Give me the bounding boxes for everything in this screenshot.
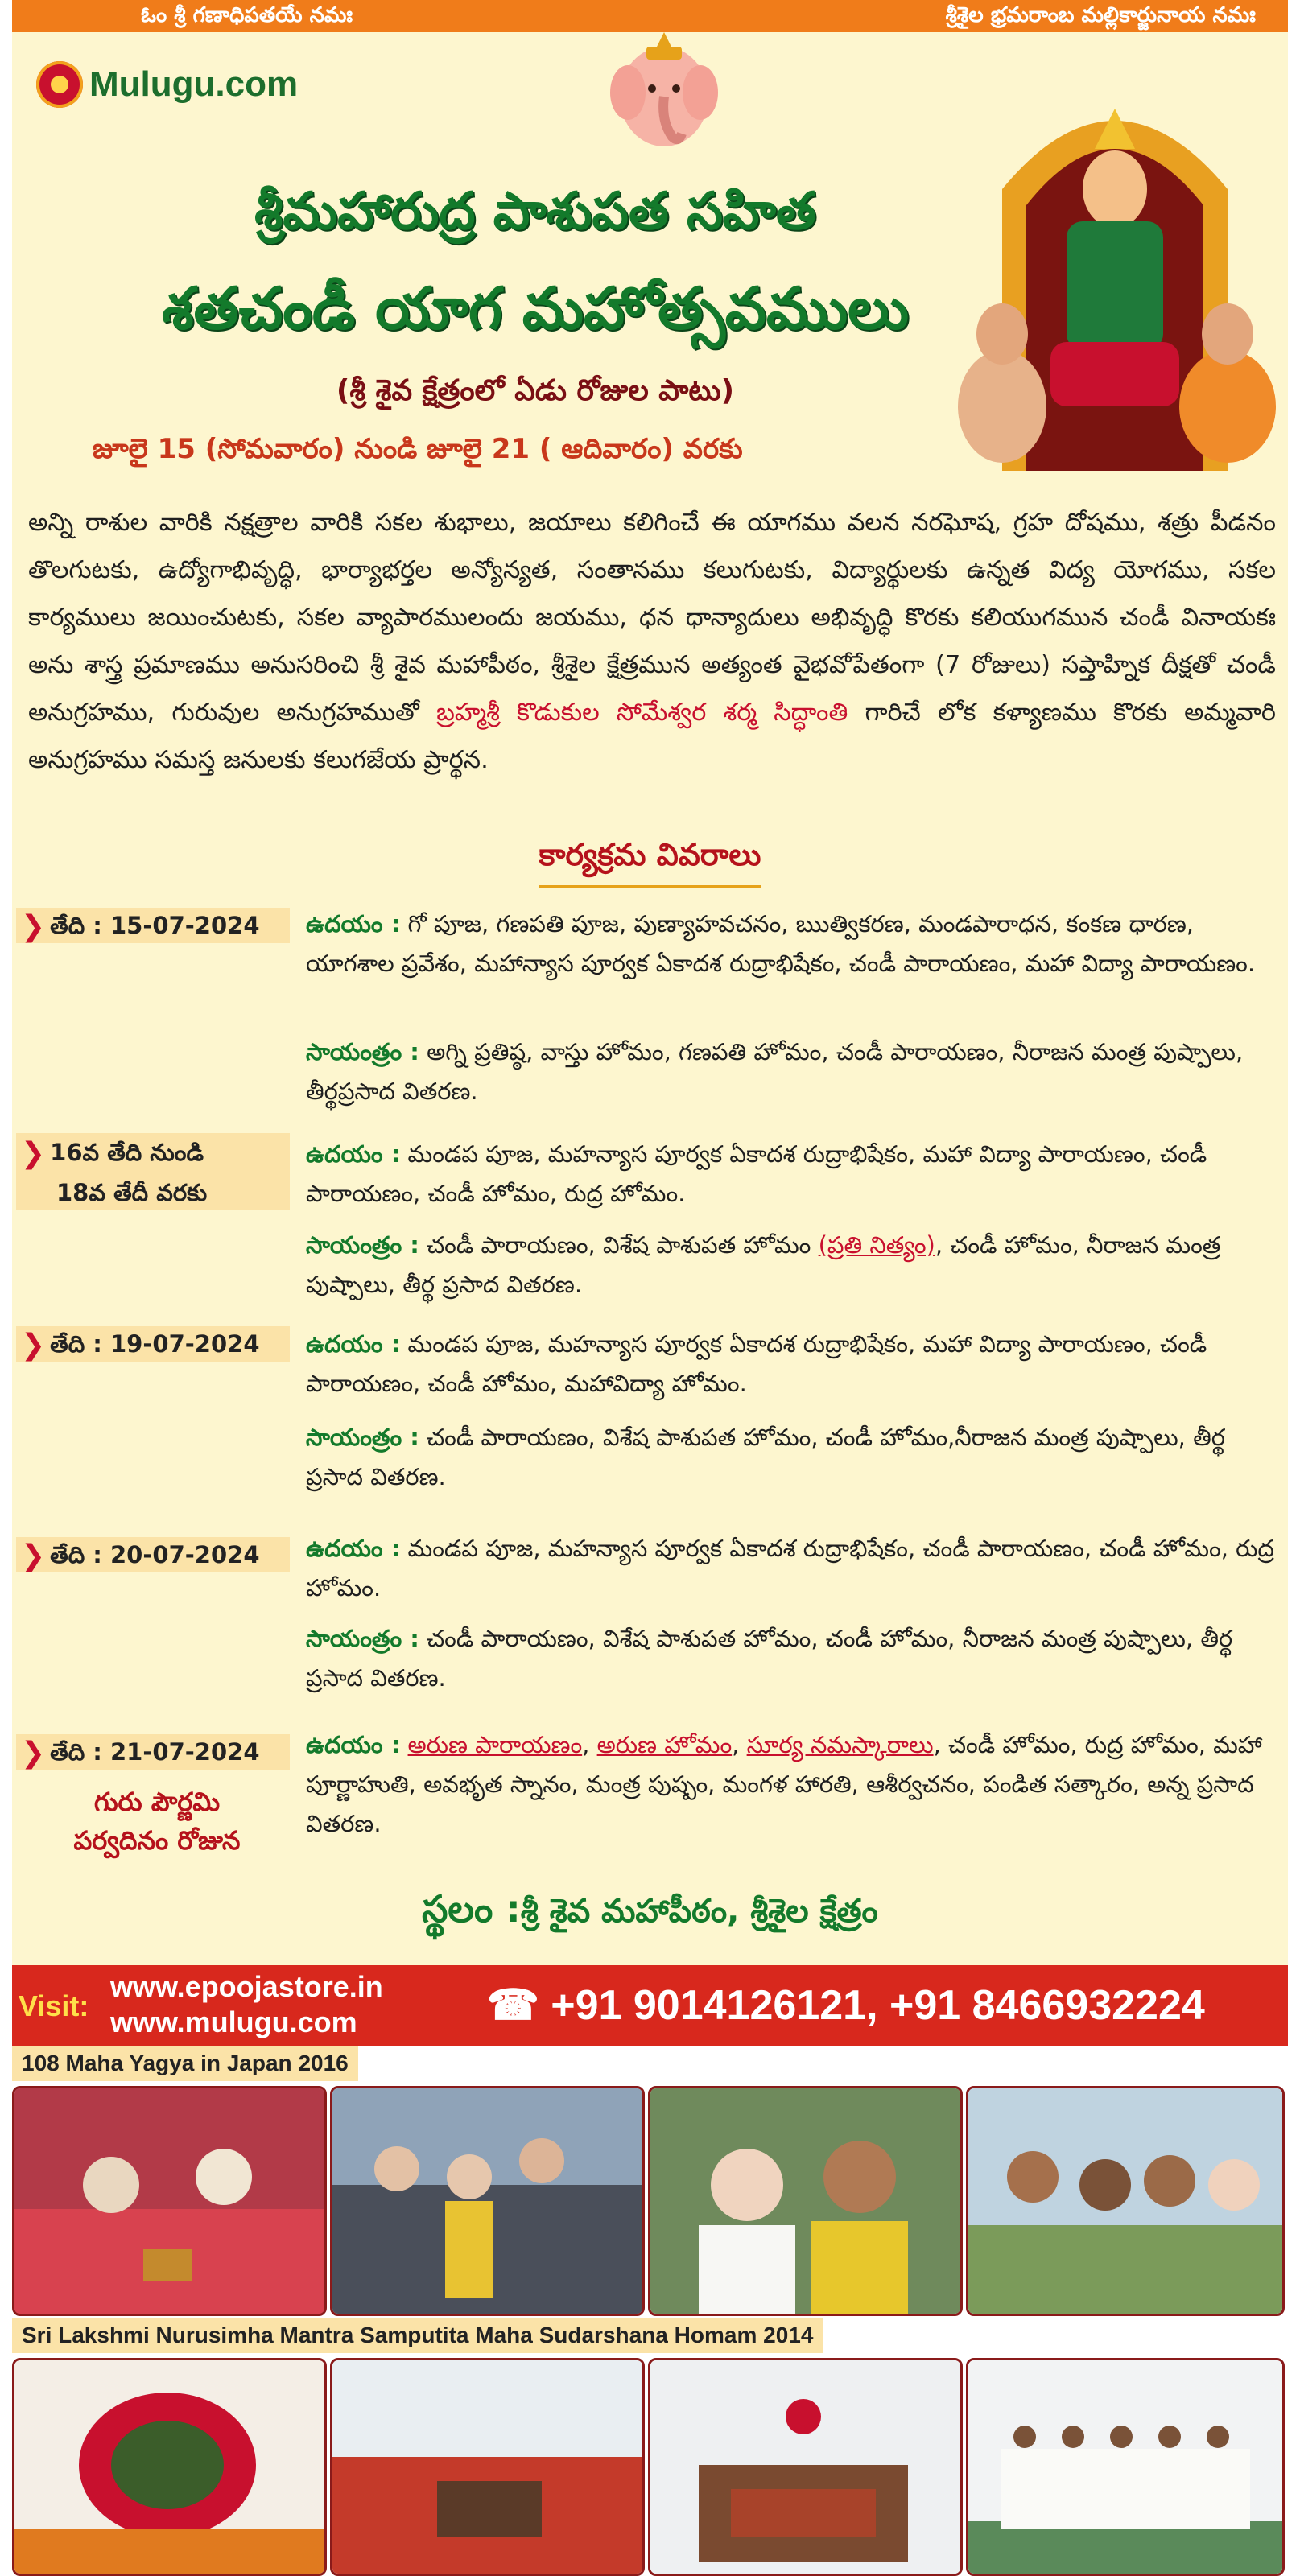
intro-paragraph <box>28 499 1276 784</box>
chevron-right-icon: ❯ <box>21 1737 46 1770</box>
date-label-day7: ❯ తేది : 21-07-2024 <box>16 1734 290 1770</box>
chevron-right-icon: ❯ <box>21 1539 46 1572</box>
chevron-right-icon: ❯ <box>21 910 46 943</box>
photo-homam-3[interactable] <box>648 2358 963 2576</box>
photo-image <box>14 2360 324 2574</box>
photo-image <box>968 2360 1282 2574</box>
photo-homam-1[interactable] <box>12 2358 327 2576</box>
schedule-evening-day1: సాయంత్రం : అగ్ని ప్రతిష్ఠ, వాస్తు హోమం, గణపతి హోమం, చండీ పారాయణం, నీరాజన మంత్ర పుష్పాలు, తీర్థప్రసాద వితరణ. <box>306 1038 1244 1105</box>
goddess-image <box>946 68 1284 487</box>
schedule-evening-day5: సాయంత్రం : చండీ పారాయణం, విశేష పాశుపత హోమం, చండీ హోమం,నీరాజన మంత్ర పుష్పాలు, తీర్థ ప్రసాద వితరణ. <box>306 1424 1225 1490</box>
guru-purnima-note: గురు పౌర్ణమి పర్వదినం రోజున <box>73 1787 241 1856</box>
venue-label: స్థలం : <box>422 1887 521 1931</box>
photo-japan-2[interactable] <box>330 2086 645 2316</box>
schedule-evening-day2: సాయంత్రం : చండీ పారాయణం, విశేష పాశుపత హోమం (ప్రతి నిత్యం), చండీ హోమం, నీరాజన మంత్ర పుష్పాలు, తీర్థ ప్రసాద వితరణ. <box>306 1231 1221 1298</box>
photo-homam-2[interactable] <box>330 2358 645 2576</box>
venue <box>12 1887 1288 1940</box>
link-epoojastore[interactable]: www.epoojastore.in <box>110 1970 383 2003</box>
photo-homam-4[interactable] <box>966 2358 1285 2576</box>
event-dates: జూలై 15 (సోమవారం) నుండి జూలై 21 ( ఆదివారం) వరకు <box>93 433 743 465</box>
phone-numbers[interactable]: ☎ +91 9014126121, +91 8466932224 <box>487 1982 1205 2029</box>
photo-image <box>332 2088 642 2314</box>
schedule-heading: కార్యక్రమ వివరాలు <box>12 837 1288 888</box>
schedule-morning-day5: ఉదయం : మండప పూజ, మహన్యాస పూర్వక ఏకాదశ రుద్రాభిషేకం, మహా విద్యా పారాయణం, చండీ పారాయణం, చండీ హోమం, మహావిద్యా హోమం. <box>306 1330 1207 1397</box>
mulugu-logo[interactable] <box>36 58 298 111</box>
photo-japan-4[interactable] <box>966 2086 1285 2316</box>
photo-image <box>332 2360 642 2574</box>
link-mulugu[interactable]: www.mulugu.com <box>110 2005 357 2038</box>
photo-image <box>650 2360 960 2574</box>
intro-text-1: అన్ని రాశుల వారికి నక్షత్రాల వారికి సకల శుభాలు, జయాలు కలిగించే ఈ యాగము వలన నరఘోష, గ్రహ దోషము, శత్రు పీడనం తొలగుటకు, ఉద్యోగాభివృద్ధి, భార్యాభర్తల అన్యోన్యత, సంతానము కలుగుటకు, విద్యార్థులకు ఉన్నత విద్య యోగము, సకల కార్యములు జయించుటకు, సకల వ్యాపారములందు జయము, ధన ధాన్యాదులు అభివృద్ధి కొరకు కలియుగమున చండీ వినాయకః అను శాస్త్ర ప్రమాణము అనుసరించి శ్రీ శైవ మహాపీఠం, శ్రీశైల క్షేత్రమున అత్యంత వైభవోపేతంగా (7 రోజులు) సప్తాహ్నిక దీక్షతో చండీ అనుగ్రహము, గురువుల అనుగ్రహముతో <box>28 509 1276 727</box>
top-banner <box>12 0 1288 32</box>
visit-label: Visit: <box>19 1989 89 2022</box>
photo-gallery <box>12 2046 1288 2575</box>
main-title-line2: శతచండీ యాగ మహోత్సవములు <box>161 274 910 342</box>
schedule-morning-day1: ఉదయం : గో పూజ, గణపతి పూజ, పుణ్యాహవచనం, ఋత్వికరణ, మండపారాధన, కంకణ ధారణ, యాగశాల ప్రవేశం, మహాన్యాస పూర్వక ఏకాదశ రుద్రాభిషేకం, చండీ పారాయణం, మహా విద్యా పారాయణం. <box>306 910 1256 977</box>
venue-value: శ్రీ శైవ మహాపీఠం, శ్రీశైల క్షేత్రం <box>520 1893 878 1930</box>
subtitle: (శ్రీ శైవ క్షేత్రంలో ఏడు రోజుల పాటు) <box>336 374 735 407</box>
photo-japan-1[interactable] <box>12 2086 327 2316</box>
logo-icon <box>36 61 83 108</box>
schedule-morning-day2: ఉదయం : మండప పూజ, మహన్యాస పూర్వక ఏకాదశ రుద్రాభిషేకం, మహా విద్యా పారాయణం, చండీ పారాయణం, చండీ హోమం, రుద్ర హోమం. <box>306 1140 1207 1207</box>
schedule-evening-day6: సాయంత్రం : చండీ పారాయణం, విశేష పాశుపత హోమం, చండీ హోమం, నీరాజన మంత్ర పుష్పాలు, తీర్థ ప్రసాద వితరణ. <box>306 1625 1233 1692</box>
intro-text-2: గారిచే లోక కళ్యాణము కొరకు అమ్మవారి అనుగ్రహము సమస్త జనులకు కలుగజేయ ప్రార్థన. <box>28 699 1276 774</box>
header-right-text: శ్రీశైల భ్రమరాంబ మల్లికార్జునాయ నమః <box>945 3 1256 27</box>
logo-text: Mulugu.com <box>89 64 299 104</box>
intro-highlight: బ్రహ్మశ్రీ కొడుకుల సోమేశ్వర శర్మ సిద్ధాంతి <box>435 699 848 727</box>
photo-japan-3[interactable] <box>648 2086 963 2316</box>
main-title-line1: శ్రీమహారుద్ర పాశుపత సహిత <box>254 181 816 241</box>
poster <box>12 0 1288 2575</box>
gallery-title-homam: Sri Lakshmi Nurusimha Mantra Samputita Maha Sudarshana Homam 2014 <box>12 2318 823 2353</box>
schedule-morning-day6: ఉదయం : మండప పూజ, మహన్యాస పూర్వక ఏకాదశ రుద్రాభిషేకం, చండీ పారాయణం, చండీ హోమం, రుద్ర హోమం. <box>306 1535 1274 1601</box>
contact-bar <box>12 1965 1288 2046</box>
schedule-morning-day7: ఉదయం : అరుణ పారాయణం, అరుణ హోమం, సూర్య నమస్కారాలు, చండీ హోమం, రుద్ర హోమం, మహా పూర్ణాహుతి, అవభృత స్నానం, మంత్ర పుష్పం, మంగళ హారతి, ఆశీర్వచనం, పండిత సత్కారం, అన్న ప్రసాద వితరణ. <box>306 1731 1262 1837</box>
gallery-title-japan: 108 Maha Yagya in Japan 2016 <box>12 2046 358 2081</box>
date-label-day1: ❯ తేది : 15-07-2024 <box>16 908 290 943</box>
date-label-day2: ❯ 16వ తేది నుండి 18వ తేదీ వరకు <box>16 1133 290 1210</box>
date-label-day6: ❯ తేది : 20-07-2024 <box>16 1537 290 1572</box>
header-left-text: ఓం శ్రీ గణాధిపతయే నమః <box>141 3 353 27</box>
chevron-right-icon: ❯ <box>21 1137 46 1170</box>
chevron-right-icon: ❯ <box>21 1329 46 1362</box>
photo-image <box>650 2088 960 2314</box>
photo-image <box>14 2088 324 2314</box>
photo-image <box>968 2088 1282 2314</box>
ganesha-icon <box>608 32 720 153</box>
date-label-day5: ❯ తేది : 19-07-2024 <box>16 1326 290 1362</box>
